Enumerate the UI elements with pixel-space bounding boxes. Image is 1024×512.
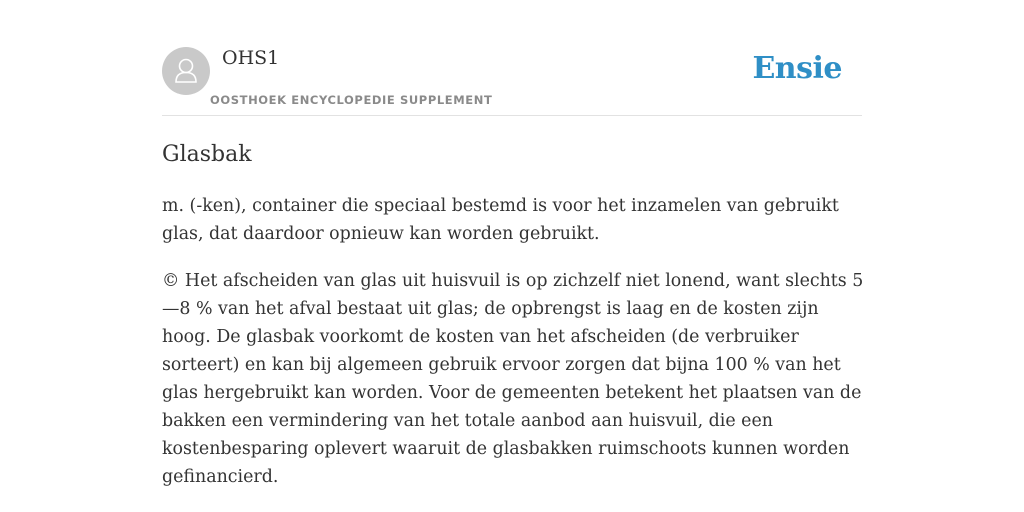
article-paragraph: © Het afscheiden van glas uit huisvuil is op zichzelf niet lonend, want slechts 5—8 % van het afval bestaat uit glas; de opbrengst is laag en de kosten zijn hoog. De glasbak voorkomt de kosten van het afscheiden (de verbruiker sorteert) en kan bij algemeen gebruik ervoor zorgen dat bijna 100 % van het glas hergebruikt kan worden. Voor de gemeenten betekent het plaatsen van de bakken een vermindering van het totale aanbod aan huisvuil, die een kostenbesparing oplevert waaruit de glasbakken ruimschoots kunnen worden gefinancierd. [162, 271, 864, 487]
avatar[interactable] [162, 47, 210, 95]
author-name[interactable]: OHS1 [222, 47, 280, 69]
header [162, 0, 862, 116]
page-container [162, 0, 864, 487]
site-logo[interactable]: Ensie [752, 51, 842, 86]
article-paragraph: m. (-ken), container die speciaal bestemd is voor het inzamelen van gebruikt glas, dat daardoor opnieuw kan worden gebruikt. [162, 196, 839, 244]
user-icon [171, 56, 201, 86]
article-title: Glasbak [162, 142, 252, 167]
source-label[interactable]: OOSTHOEK ENCYCLOPEDIE SUPPLEMENT [210, 93, 493, 107]
